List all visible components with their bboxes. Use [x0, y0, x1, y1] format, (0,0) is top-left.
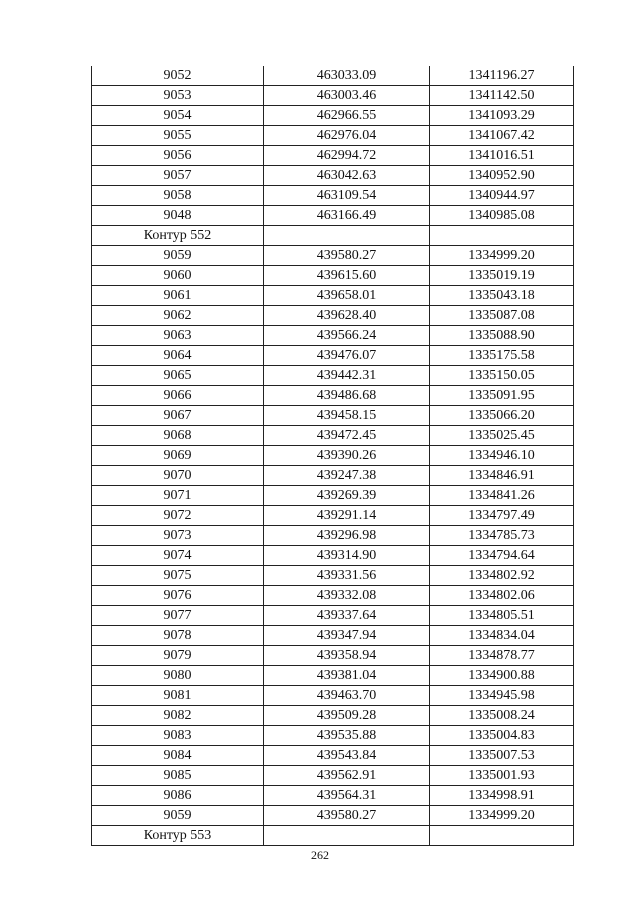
point-id-cell: 9079 — [92, 646, 264, 666]
table-row — [92, 146, 574, 166]
y-coordinate-cell: 1341016.51 — [430, 146, 574, 166]
y-coordinate-cell: 1335088.90 — [430, 326, 574, 346]
point-id-cell: 9058 — [92, 186, 264, 206]
x-coordinate-cell: 439566.24 — [264, 326, 430, 346]
point-id-cell: 9061 — [92, 286, 264, 306]
table-row — [92, 446, 574, 466]
x-coordinate-cell: 439442.31 — [264, 366, 430, 386]
point-id-cell: 9065 — [92, 366, 264, 386]
x-coordinate-cell: 439247.38 — [264, 466, 430, 486]
point-id-cell: 9048 — [92, 206, 264, 226]
table-row — [92, 586, 574, 606]
x-coordinate-cell: 463033.09 — [264, 66, 430, 86]
x-coordinate-cell: 439486.68 — [264, 386, 430, 406]
y-coordinate-cell: 1334834.04 — [430, 626, 574, 646]
x-coordinate-cell: 439628.40 — [264, 306, 430, 326]
contour-label: Контур 553 — [92, 826, 264, 846]
table-row — [92, 386, 574, 406]
coordinates-table-body — [92, 66, 574, 846]
point-id-cell: 9068 — [92, 426, 264, 446]
empty-cell — [430, 226, 574, 246]
x-coordinate-cell: 462976.04 — [264, 126, 430, 146]
y-coordinate-cell: 1334802.92 — [430, 566, 574, 586]
table-row — [92, 766, 574, 786]
table-row — [92, 306, 574, 326]
y-coordinate-cell: 1334946.10 — [430, 446, 574, 466]
point-id-cell: 9052 — [92, 66, 264, 86]
x-coordinate-cell: 439615.60 — [264, 266, 430, 286]
point-id-cell: 9069 — [92, 446, 264, 466]
y-coordinate-cell: 1334797.49 — [430, 506, 574, 526]
point-id-cell: 9060 — [92, 266, 264, 286]
x-coordinate-cell: 463003.46 — [264, 86, 430, 106]
x-coordinate-cell: 439463.70 — [264, 686, 430, 706]
table-row — [92, 426, 574, 446]
table-row — [92, 546, 574, 566]
y-coordinate-cell: 1340985.08 — [430, 206, 574, 226]
y-coordinate-cell: 1335066.20 — [430, 406, 574, 426]
coordinates-table — [91, 66, 574, 846]
table-row — [92, 246, 574, 266]
point-id-cell: 9080 — [92, 666, 264, 686]
y-coordinate-cell: 1335150.05 — [430, 366, 574, 386]
y-coordinate-cell: 1334805.51 — [430, 606, 574, 626]
y-coordinate-cell: 1335091.95 — [430, 386, 574, 406]
y-coordinate-cell: 1334878.77 — [430, 646, 574, 666]
table-row — [92, 786, 574, 806]
table-row — [92, 746, 574, 766]
y-coordinate-cell: 1341067.42 — [430, 126, 574, 146]
x-coordinate-cell: 463166.49 — [264, 206, 430, 226]
x-coordinate-cell: 439509.28 — [264, 706, 430, 726]
x-coordinate-cell: 439658.01 — [264, 286, 430, 306]
point-id-cell: 9067 — [92, 406, 264, 426]
y-coordinate-cell: 1340944.97 — [430, 186, 574, 206]
y-coordinate-cell: 1340952.90 — [430, 166, 574, 186]
table-row — [92, 666, 574, 686]
point-id-cell: 9085 — [92, 766, 264, 786]
x-coordinate-cell: 439390.26 — [264, 446, 430, 466]
point-id-cell: 9084 — [92, 746, 264, 766]
contour-header-row — [92, 826, 574, 846]
point-id-cell: 9064 — [92, 346, 264, 366]
x-coordinate-cell: 439543.84 — [264, 746, 430, 766]
x-coordinate-cell: 439580.27 — [264, 806, 430, 826]
table-row — [92, 346, 574, 366]
point-id-cell: 9076 — [92, 586, 264, 606]
table-row — [92, 806, 574, 826]
point-id-cell: 9057 — [92, 166, 264, 186]
y-coordinate-cell: 1335007.53 — [430, 746, 574, 766]
y-coordinate-cell: 1334999.20 — [430, 806, 574, 826]
table-row — [92, 106, 574, 126]
x-coordinate-cell: 439269.39 — [264, 486, 430, 506]
x-coordinate-cell: 439337.64 — [264, 606, 430, 626]
x-coordinate-cell: 439458.15 — [264, 406, 430, 426]
x-coordinate-cell: 439332.08 — [264, 586, 430, 606]
contour-header-row — [92, 226, 574, 246]
point-id-cell: 9073 — [92, 526, 264, 546]
table-row — [92, 126, 574, 146]
y-coordinate-cell: 1335001.93 — [430, 766, 574, 786]
point-id-cell: 9086 — [92, 786, 264, 806]
empty-cell — [264, 826, 430, 846]
x-coordinate-cell: 439472.45 — [264, 426, 430, 446]
x-coordinate-cell: 439381.04 — [264, 666, 430, 686]
table-row — [92, 506, 574, 526]
contour-label: Контур 552 — [92, 226, 264, 246]
point-id-cell: 9078 — [92, 626, 264, 646]
y-coordinate-cell: 1334846.91 — [430, 466, 574, 486]
point-id-cell: 9059 — [92, 806, 264, 826]
point-id-cell: 9071 — [92, 486, 264, 506]
x-coordinate-cell: 439358.94 — [264, 646, 430, 666]
table-row — [92, 406, 574, 426]
x-coordinate-cell: 439580.27 — [264, 246, 430, 266]
x-coordinate-cell: 439347.94 — [264, 626, 430, 646]
x-coordinate-cell: 439291.14 — [264, 506, 430, 526]
table-row — [92, 166, 574, 186]
x-coordinate-cell: 439476.07 — [264, 346, 430, 366]
point-id-cell: 9059 — [92, 246, 264, 266]
table-row — [92, 366, 574, 386]
table-row — [92, 686, 574, 706]
point-id-cell: 9056 — [92, 146, 264, 166]
x-coordinate-cell: 462994.72 — [264, 146, 430, 166]
y-coordinate-cell: 1334900.88 — [430, 666, 574, 686]
y-coordinate-cell: 1334785.73 — [430, 526, 574, 546]
x-coordinate-cell: 439331.56 — [264, 566, 430, 586]
table-row — [92, 526, 574, 546]
point-id-cell: 9063 — [92, 326, 264, 346]
empty-cell — [264, 226, 430, 246]
x-coordinate-cell: 439564.31 — [264, 786, 430, 806]
y-coordinate-cell: 1334802.06 — [430, 586, 574, 606]
table-row — [92, 726, 574, 746]
point-id-cell: 9055 — [92, 126, 264, 146]
x-coordinate-cell: 462966.55 — [264, 106, 430, 126]
x-coordinate-cell: 439562.91 — [264, 766, 430, 786]
table-row — [92, 646, 574, 666]
point-id-cell: 9054 — [92, 106, 264, 126]
table-row — [92, 206, 574, 226]
table-row — [92, 566, 574, 586]
point-id-cell: 9070 — [92, 466, 264, 486]
table-row — [92, 326, 574, 346]
y-coordinate-cell: 1334999.20 — [430, 246, 574, 266]
y-coordinate-cell: 1335004.83 — [430, 726, 574, 746]
point-id-cell: 9075 — [92, 566, 264, 586]
point-id-cell: 9066 — [92, 386, 264, 406]
table-row — [92, 706, 574, 726]
x-coordinate-cell: 439296.98 — [264, 526, 430, 546]
y-coordinate-cell: 1335008.24 — [430, 706, 574, 726]
y-coordinate-cell: 1335019.19 — [430, 266, 574, 286]
point-id-cell: 9053 — [92, 86, 264, 106]
point-id-cell: 9082 — [92, 706, 264, 726]
point-id-cell: 9083 — [92, 726, 264, 746]
y-coordinate-cell: 1334945.98 — [430, 686, 574, 706]
y-coordinate-cell: 1334841.26 — [430, 486, 574, 506]
y-coordinate-cell: 1335025.45 — [430, 426, 574, 446]
point-id-cell: 9074 — [92, 546, 264, 566]
point-id-cell: 9081 — [92, 686, 264, 706]
y-coordinate-cell: 1341196.27 — [430, 66, 574, 86]
table-row — [92, 626, 574, 646]
x-coordinate-cell: 463042.63 — [264, 166, 430, 186]
y-coordinate-cell: 1341093.29 — [430, 106, 574, 126]
table-row — [92, 86, 574, 106]
table-row — [92, 286, 574, 306]
table-row — [92, 466, 574, 486]
x-coordinate-cell: 439535.88 — [264, 726, 430, 746]
y-coordinate-cell: 1335087.08 — [430, 306, 574, 326]
table-row — [92, 66, 574, 86]
y-coordinate-cell: 1334794.64 — [430, 546, 574, 566]
page-number: 262 — [311, 848, 329, 862]
y-coordinate-cell: 1335175.58 — [430, 346, 574, 366]
table-row — [92, 186, 574, 206]
point-id-cell: 9077 — [92, 606, 264, 626]
table-row — [92, 486, 574, 506]
y-coordinate-cell: 1335043.18 — [430, 286, 574, 306]
point-id-cell: 9062 — [92, 306, 264, 326]
y-coordinate-cell: 1341142.50 — [430, 86, 574, 106]
table-row — [92, 266, 574, 286]
x-coordinate-cell: 463109.54 — [264, 186, 430, 206]
table-row — [92, 606, 574, 626]
point-id-cell: 9072 — [92, 506, 264, 526]
y-coordinate-cell: 1334998.91 — [430, 786, 574, 806]
x-coordinate-cell: 439314.90 — [264, 546, 430, 566]
empty-cell — [430, 826, 574, 846]
